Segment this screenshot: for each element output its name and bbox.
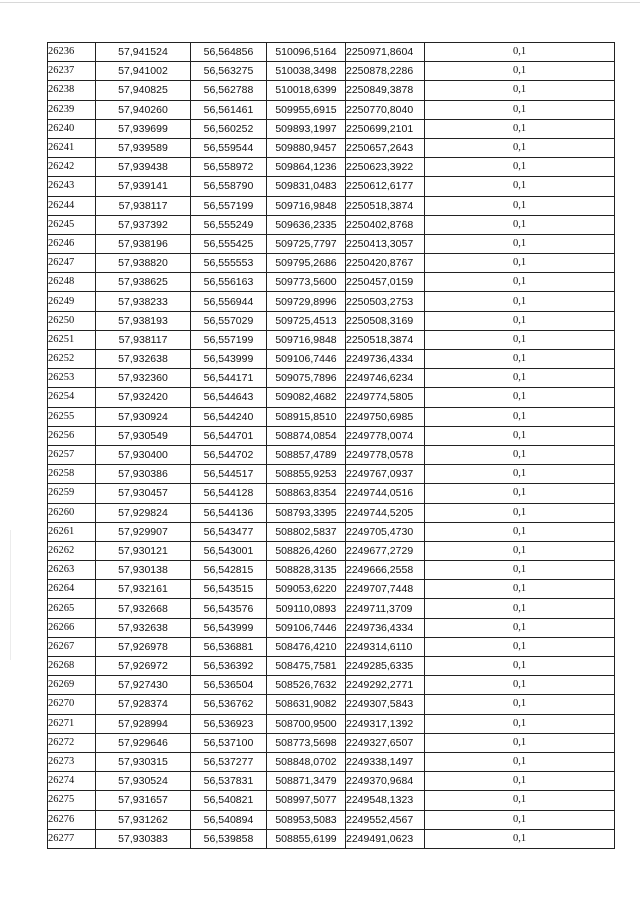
accuracy-cell: 0,1 xyxy=(425,388,615,407)
accuracy-cell: 0,1 xyxy=(425,580,615,599)
y-coordinate-cell: 2250402,8768 xyxy=(346,215,425,234)
table-row xyxy=(48,407,615,426)
y-coordinate-cell: 2249707,7448 xyxy=(346,580,425,599)
accuracy-cell: 0,1 xyxy=(425,138,615,157)
latitude-cell: 57,938117 xyxy=(96,196,191,215)
point-number-cell: 26270 xyxy=(48,695,96,714)
x-coordinate-cell: 508631,9082 xyxy=(267,695,346,714)
point-number-cell: 26268 xyxy=(48,657,96,676)
point-number-cell: 26276 xyxy=(48,810,96,829)
x-coordinate-cell: 510018,6399 xyxy=(267,81,346,100)
point-number-cell: 26249 xyxy=(48,292,96,311)
coordinates-table xyxy=(47,42,615,849)
x-coordinate-cell: 508855,6199 xyxy=(267,829,346,848)
longitude-cell: 56,543999 xyxy=(191,618,267,637)
point-number-cell: 26275 xyxy=(48,791,96,810)
coordinates-table-body xyxy=(48,43,615,849)
point-number-cell: 26247 xyxy=(48,254,96,273)
accuracy-cell: 0,1 xyxy=(425,350,615,369)
table-row xyxy=(48,484,615,503)
y-coordinate-cell: 2249736,4334 xyxy=(346,618,425,637)
x-coordinate-cell: 508773,5698 xyxy=(267,733,346,752)
latitude-cell: 57,939141 xyxy=(96,177,191,196)
x-coordinate-cell: 508997,5077 xyxy=(267,791,346,810)
table-row xyxy=(48,695,615,714)
point-number-cell: 26254 xyxy=(48,388,96,407)
accuracy-cell: 0,1 xyxy=(425,330,615,349)
point-number-cell: 26274 xyxy=(48,772,96,791)
y-coordinate-cell: 2250413,3057 xyxy=(346,234,425,253)
table-row xyxy=(48,100,615,119)
y-coordinate-cell: 2250518,3874 xyxy=(346,330,425,349)
x-coordinate-cell: 508863,8354 xyxy=(267,484,346,503)
latitude-cell: 57,941524 xyxy=(96,43,191,62)
accuracy-cell: 0,1 xyxy=(425,445,615,464)
table-row xyxy=(48,119,615,138)
x-coordinate-cell: 509831,0483 xyxy=(267,177,346,196)
longitude-cell: 56,540894 xyxy=(191,810,267,829)
table-row xyxy=(48,369,615,388)
accuracy-cell: 0,1 xyxy=(425,599,615,618)
table-row xyxy=(48,580,615,599)
x-coordinate-cell: 508828,3135 xyxy=(267,561,346,580)
y-coordinate-cell: 2250508,3169 xyxy=(346,311,425,330)
x-coordinate-cell: 508476,4210 xyxy=(267,637,346,656)
latitude-cell: 57,941002 xyxy=(96,62,191,81)
point-number-cell: 26243 xyxy=(48,177,96,196)
accuracy-cell: 0,1 xyxy=(425,714,615,733)
point-number-cell: 26241 xyxy=(48,138,96,157)
longitude-cell: 56,562788 xyxy=(191,81,267,100)
table-row xyxy=(48,810,615,829)
latitude-cell: 57,937392 xyxy=(96,215,191,234)
y-coordinate-cell: 2250849,3878 xyxy=(346,81,425,100)
point-number-cell: 26273 xyxy=(48,752,96,771)
y-coordinate-cell: 2250770,8040 xyxy=(346,100,425,119)
latitude-cell: 57,940260 xyxy=(96,100,191,119)
table-row xyxy=(48,714,615,733)
longitude-cell: 56,543515 xyxy=(191,580,267,599)
latitude-cell: 57,929824 xyxy=(96,503,191,522)
x-coordinate-cell: 509893,1997 xyxy=(267,119,346,138)
longitude-cell: 56,555425 xyxy=(191,234,267,253)
latitude-cell: 57,940825 xyxy=(96,81,191,100)
point-number-cell: 26240 xyxy=(48,119,96,138)
longitude-cell: 56,536881 xyxy=(191,637,267,656)
accuracy-cell: 0,1 xyxy=(425,561,615,580)
latitude-cell: 57,938625 xyxy=(96,273,191,292)
point-number-cell: 26237 xyxy=(48,62,96,81)
longitude-cell: 56,544643 xyxy=(191,388,267,407)
longitude-cell: 56,563275 xyxy=(191,62,267,81)
point-number-cell: 26272 xyxy=(48,733,96,752)
y-coordinate-cell: 2249778,0074 xyxy=(346,426,425,445)
y-coordinate-cell: 2249317,1392 xyxy=(346,714,425,733)
latitude-cell: 57,930549 xyxy=(96,426,191,445)
x-coordinate-cell: 509636,2335 xyxy=(267,215,346,234)
accuracy-cell: 0,1 xyxy=(425,829,615,848)
accuracy-cell: 0,1 xyxy=(425,119,615,138)
point-number-cell: 26262 xyxy=(48,541,96,560)
x-coordinate-cell: 508915,8510 xyxy=(267,407,346,426)
longitude-cell: 56,543999 xyxy=(191,350,267,369)
y-coordinate-cell: 2249552,4567 xyxy=(346,810,425,829)
x-coordinate-cell: 508700,9500 xyxy=(267,714,346,733)
table-row xyxy=(48,330,615,349)
latitude-cell: 57,932668 xyxy=(96,599,191,618)
table-row xyxy=(48,388,615,407)
latitude-cell: 57,930121 xyxy=(96,541,191,560)
point-number-cell: 26248 xyxy=(48,273,96,292)
accuracy-cell: 0,1 xyxy=(425,43,615,62)
accuracy-cell: 0,1 xyxy=(425,752,615,771)
table-row xyxy=(48,637,615,656)
y-coordinate-cell: 2250878,2286 xyxy=(346,62,425,81)
longitude-cell: 56,544702 xyxy=(191,445,267,464)
accuracy-cell: 0,1 xyxy=(425,158,615,177)
top-divider xyxy=(0,2,640,3)
accuracy-cell: 0,1 xyxy=(425,292,615,311)
y-coordinate-cell: 2249666,2558 xyxy=(346,561,425,580)
table-row xyxy=(48,177,615,196)
point-number-cell: 26238 xyxy=(48,81,96,100)
longitude-cell: 56,556944 xyxy=(191,292,267,311)
latitude-cell: 57,926978 xyxy=(96,637,191,656)
table-row xyxy=(48,733,615,752)
longitude-cell: 56,537831 xyxy=(191,772,267,791)
longitude-cell: 56,544240 xyxy=(191,407,267,426)
accuracy-cell: 0,1 xyxy=(425,311,615,330)
longitude-cell: 56,558790 xyxy=(191,177,267,196)
y-coordinate-cell: 2250657,2643 xyxy=(346,138,425,157)
y-coordinate-cell: 2249767,0937 xyxy=(346,465,425,484)
table-row xyxy=(48,350,615,369)
x-coordinate-cell: 510096,5164 xyxy=(267,43,346,62)
x-coordinate-cell: 509880,9457 xyxy=(267,138,346,157)
table-row xyxy=(48,445,615,464)
accuracy-cell: 0,1 xyxy=(425,810,615,829)
y-coordinate-cell: 2250971,8604 xyxy=(346,43,425,62)
longitude-cell: 56,544517 xyxy=(191,465,267,484)
latitude-cell: 57,930924 xyxy=(96,407,191,426)
latitude-cell: 57,926972 xyxy=(96,657,191,676)
y-coordinate-cell: 2250420,8767 xyxy=(346,254,425,273)
latitude-cell: 57,932420 xyxy=(96,388,191,407)
accuracy-cell: 0,1 xyxy=(425,772,615,791)
latitude-cell: 57,938233 xyxy=(96,292,191,311)
table-row xyxy=(48,791,615,810)
longitude-cell: 56,544136 xyxy=(191,503,267,522)
x-coordinate-cell: 509082,4682 xyxy=(267,388,346,407)
latitude-cell: 57,930457 xyxy=(96,484,191,503)
point-number-cell: 26252 xyxy=(48,350,96,369)
y-coordinate-cell: 2249327,6507 xyxy=(346,733,425,752)
longitude-cell: 56,544128 xyxy=(191,484,267,503)
point-number-cell: 26242 xyxy=(48,158,96,177)
accuracy-cell: 0,1 xyxy=(425,177,615,196)
accuracy-cell: 0,1 xyxy=(425,465,615,484)
longitude-cell: 56,555249 xyxy=(191,215,267,234)
accuracy-cell: 0,1 xyxy=(425,196,615,215)
point-number-cell: 26266 xyxy=(48,618,96,637)
y-coordinate-cell: 2249746,6234 xyxy=(346,369,425,388)
point-number-cell: 26271 xyxy=(48,714,96,733)
latitude-cell: 57,932360 xyxy=(96,369,191,388)
accuracy-cell: 0,1 xyxy=(425,484,615,503)
longitude-cell: 56,564856 xyxy=(191,43,267,62)
table-row xyxy=(48,618,615,637)
longitude-cell: 56,543477 xyxy=(191,522,267,541)
point-number-cell: 26259 xyxy=(48,484,96,503)
y-coordinate-cell: 2250699,2101 xyxy=(346,119,425,138)
x-coordinate-cell: 509106,7446 xyxy=(267,618,346,637)
point-number-cell: 26257 xyxy=(48,445,96,464)
longitude-cell: 56,540821 xyxy=(191,791,267,810)
point-number-cell: 26265 xyxy=(48,599,96,618)
latitude-cell: 57,927430 xyxy=(96,676,191,695)
accuracy-cell: 0,1 xyxy=(425,234,615,253)
point-number-cell: 26269 xyxy=(48,676,96,695)
latitude-cell: 57,930524 xyxy=(96,772,191,791)
x-coordinate-cell: 509106,7446 xyxy=(267,350,346,369)
latitude-cell: 57,930400 xyxy=(96,445,191,464)
table-row xyxy=(48,561,615,580)
accuracy-cell: 0,1 xyxy=(425,522,615,541)
accuracy-cell: 0,1 xyxy=(425,407,615,426)
longitude-cell: 56,543576 xyxy=(191,599,267,618)
latitude-cell: 57,938193 xyxy=(96,311,191,330)
latitude-cell: 57,939589 xyxy=(96,138,191,157)
longitude-cell: 56,543001 xyxy=(191,541,267,560)
y-coordinate-cell: 2249370,9684 xyxy=(346,772,425,791)
accuracy-cell: 0,1 xyxy=(425,273,615,292)
latitude-cell: 57,932161 xyxy=(96,580,191,599)
longitude-cell: 56,556163 xyxy=(191,273,267,292)
longitude-cell: 56,557199 xyxy=(191,196,267,215)
latitude-cell: 57,938196 xyxy=(96,234,191,253)
longitude-cell: 56,559544 xyxy=(191,138,267,157)
y-coordinate-cell: 2250623,3922 xyxy=(346,158,425,177)
accuracy-cell: 0,1 xyxy=(425,254,615,273)
x-coordinate-cell: 508475,7581 xyxy=(267,657,346,676)
scan-margin-mark xyxy=(10,530,11,660)
accuracy-cell: 0,1 xyxy=(425,791,615,810)
accuracy-cell: 0,1 xyxy=(425,541,615,560)
x-coordinate-cell: 508953,5083 xyxy=(267,810,346,829)
point-number-cell: 26258 xyxy=(48,465,96,484)
x-coordinate-cell: 508855,9253 xyxy=(267,465,346,484)
x-coordinate-cell: 509716,9848 xyxy=(267,330,346,349)
x-coordinate-cell: 509725,7797 xyxy=(267,234,346,253)
point-number-cell: 26277 xyxy=(48,829,96,848)
y-coordinate-cell: 2249750,6985 xyxy=(346,407,425,426)
y-coordinate-cell: 2249705,4730 xyxy=(346,522,425,541)
x-coordinate-cell: 510038,3498 xyxy=(267,62,346,81)
point-number-cell: 26264 xyxy=(48,580,96,599)
longitude-cell: 56,537277 xyxy=(191,752,267,771)
latitude-cell: 57,938117 xyxy=(96,330,191,349)
table-row xyxy=(48,158,615,177)
x-coordinate-cell: 509716,9848 xyxy=(267,196,346,215)
latitude-cell: 57,938820 xyxy=(96,254,191,273)
latitude-cell: 57,928994 xyxy=(96,714,191,733)
longitude-cell: 56,544171 xyxy=(191,369,267,388)
latitude-cell: 57,928374 xyxy=(96,695,191,714)
longitude-cell: 56,536923 xyxy=(191,714,267,733)
y-coordinate-cell: 2249307,5843 xyxy=(346,695,425,714)
y-coordinate-cell: 2249677,2729 xyxy=(346,541,425,560)
y-coordinate-cell: 2249744,5205 xyxy=(346,503,425,522)
longitude-cell: 56,561461 xyxy=(191,100,267,119)
longitude-cell: 56,560252 xyxy=(191,119,267,138)
longitude-cell: 56,544701 xyxy=(191,426,267,445)
longitude-cell: 56,539858 xyxy=(191,829,267,848)
accuracy-cell: 0,1 xyxy=(425,100,615,119)
point-number-cell: 26256 xyxy=(48,426,96,445)
y-coordinate-cell: 2250518,3874 xyxy=(346,196,425,215)
y-coordinate-cell: 2249744,0516 xyxy=(346,484,425,503)
accuracy-cell: 0,1 xyxy=(425,62,615,81)
accuracy-cell: 0,1 xyxy=(425,676,615,695)
table-row xyxy=(48,292,615,311)
x-coordinate-cell: 509110,0893 xyxy=(267,599,346,618)
longitude-cell: 56,536504 xyxy=(191,676,267,695)
accuracy-cell: 0,1 xyxy=(425,637,615,656)
table-row xyxy=(48,522,615,541)
x-coordinate-cell: 508826,4260 xyxy=(267,541,346,560)
accuracy-cell: 0,1 xyxy=(425,618,615,637)
table-row xyxy=(48,772,615,791)
table-row xyxy=(48,254,615,273)
latitude-cell: 57,932638 xyxy=(96,350,191,369)
x-coordinate-cell: 509864,1236 xyxy=(267,158,346,177)
table-row xyxy=(48,829,615,848)
y-coordinate-cell: 2249491,0623 xyxy=(346,829,425,848)
y-coordinate-cell: 2249292,2771 xyxy=(346,676,425,695)
x-coordinate-cell: 508871,3479 xyxy=(267,772,346,791)
longitude-cell: 56,557199 xyxy=(191,330,267,349)
point-number-cell: 26250 xyxy=(48,311,96,330)
accuracy-cell: 0,1 xyxy=(425,733,615,752)
latitude-cell: 57,939438 xyxy=(96,158,191,177)
table-row xyxy=(48,541,615,560)
longitude-cell: 56,557029 xyxy=(191,311,267,330)
point-number-cell: 26253 xyxy=(48,369,96,388)
table-row xyxy=(48,81,615,100)
y-coordinate-cell: 2250612,6177 xyxy=(346,177,425,196)
x-coordinate-cell: 508793,3395 xyxy=(267,503,346,522)
y-coordinate-cell: 2249285,6335 xyxy=(346,657,425,676)
x-coordinate-cell: 508874,0854 xyxy=(267,426,346,445)
table-row xyxy=(48,196,615,215)
y-coordinate-cell: 2249736,4334 xyxy=(346,350,425,369)
x-coordinate-cell: 509725,4513 xyxy=(267,311,346,330)
point-number-cell: 26246 xyxy=(48,234,96,253)
accuracy-cell: 0,1 xyxy=(425,503,615,522)
table-row xyxy=(48,465,615,484)
point-number-cell: 26260 xyxy=(48,503,96,522)
accuracy-cell: 0,1 xyxy=(425,369,615,388)
point-number-cell: 26261 xyxy=(48,522,96,541)
latitude-cell: 57,930138 xyxy=(96,561,191,580)
y-coordinate-cell: 2249774,5805 xyxy=(346,388,425,407)
table-row xyxy=(48,215,615,234)
x-coordinate-cell: 509773,5600 xyxy=(267,273,346,292)
latitude-cell: 57,939699 xyxy=(96,119,191,138)
point-number-cell: 26245 xyxy=(48,215,96,234)
latitude-cell: 57,931657 xyxy=(96,791,191,810)
x-coordinate-cell: 508848,0702 xyxy=(267,752,346,771)
point-number-cell: 26267 xyxy=(48,637,96,656)
table-row xyxy=(48,752,615,771)
point-number-cell: 26239 xyxy=(48,100,96,119)
table-row xyxy=(48,599,615,618)
longitude-cell: 56,536762 xyxy=(191,695,267,714)
latitude-cell: 57,932638 xyxy=(96,618,191,637)
y-coordinate-cell: 2249711,3709 xyxy=(346,599,425,618)
table-row xyxy=(48,503,615,522)
accuracy-cell: 0,1 xyxy=(425,81,615,100)
table-row xyxy=(48,62,615,81)
table-row xyxy=(48,426,615,445)
x-coordinate-cell: 509729,8996 xyxy=(267,292,346,311)
latitude-cell: 57,929907 xyxy=(96,522,191,541)
accuracy-cell: 0,1 xyxy=(425,695,615,714)
point-number-cell: 26251 xyxy=(48,330,96,349)
table-row xyxy=(48,676,615,695)
table-row xyxy=(48,311,615,330)
x-coordinate-cell: 508857,4789 xyxy=(267,445,346,464)
latitude-cell: 57,930315 xyxy=(96,752,191,771)
accuracy-cell: 0,1 xyxy=(425,426,615,445)
x-coordinate-cell: 508802,5837 xyxy=(267,522,346,541)
x-coordinate-cell: 509075,7896 xyxy=(267,369,346,388)
x-coordinate-cell: 508526,7632 xyxy=(267,676,346,695)
x-coordinate-cell: 509053,6220 xyxy=(267,580,346,599)
longitude-cell: 56,536392 xyxy=(191,657,267,676)
table-row xyxy=(48,43,615,62)
accuracy-cell: 0,1 xyxy=(425,215,615,234)
latitude-cell: 57,931262 xyxy=(96,810,191,829)
table-row xyxy=(48,657,615,676)
latitude-cell: 57,930383 xyxy=(96,829,191,848)
table-row xyxy=(48,273,615,292)
y-coordinate-cell: 2249548,1323 xyxy=(346,791,425,810)
y-coordinate-cell: 2249314,6110 xyxy=(346,637,425,656)
longitude-cell: 56,558972 xyxy=(191,158,267,177)
x-coordinate-cell: 509955,6915 xyxy=(267,100,346,119)
y-coordinate-cell: 2249778,0578 xyxy=(346,445,425,464)
latitude-cell: 57,930386 xyxy=(96,465,191,484)
x-coordinate-cell: 509795,2686 xyxy=(267,254,346,273)
table-row xyxy=(48,234,615,253)
y-coordinate-cell: 2250503,2753 xyxy=(346,292,425,311)
point-number-cell: 26255 xyxy=(48,407,96,426)
y-coordinate-cell: 2249338,1497 xyxy=(346,752,425,771)
longitude-cell: 56,537100 xyxy=(191,733,267,752)
longitude-cell: 56,542815 xyxy=(191,561,267,580)
table-row xyxy=(48,138,615,157)
point-number-cell: 26244 xyxy=(48,196,96,215)
accuracy-cell: 0,1 xyxy=(425,657,615,676)
point-number-cell: 26263 xyxy=(48,561,96,580)
y-coordinate-cell: 2250457,0159 xyxy=(346,273,425,292)
latitude-cell: 57,929646 xyxy=(96,733,191,752)
point-number-cell: 26236 xyxy=(48,43,96,62)
longitude-cell: 56,555553 xyxy=(191,254,267,273)
